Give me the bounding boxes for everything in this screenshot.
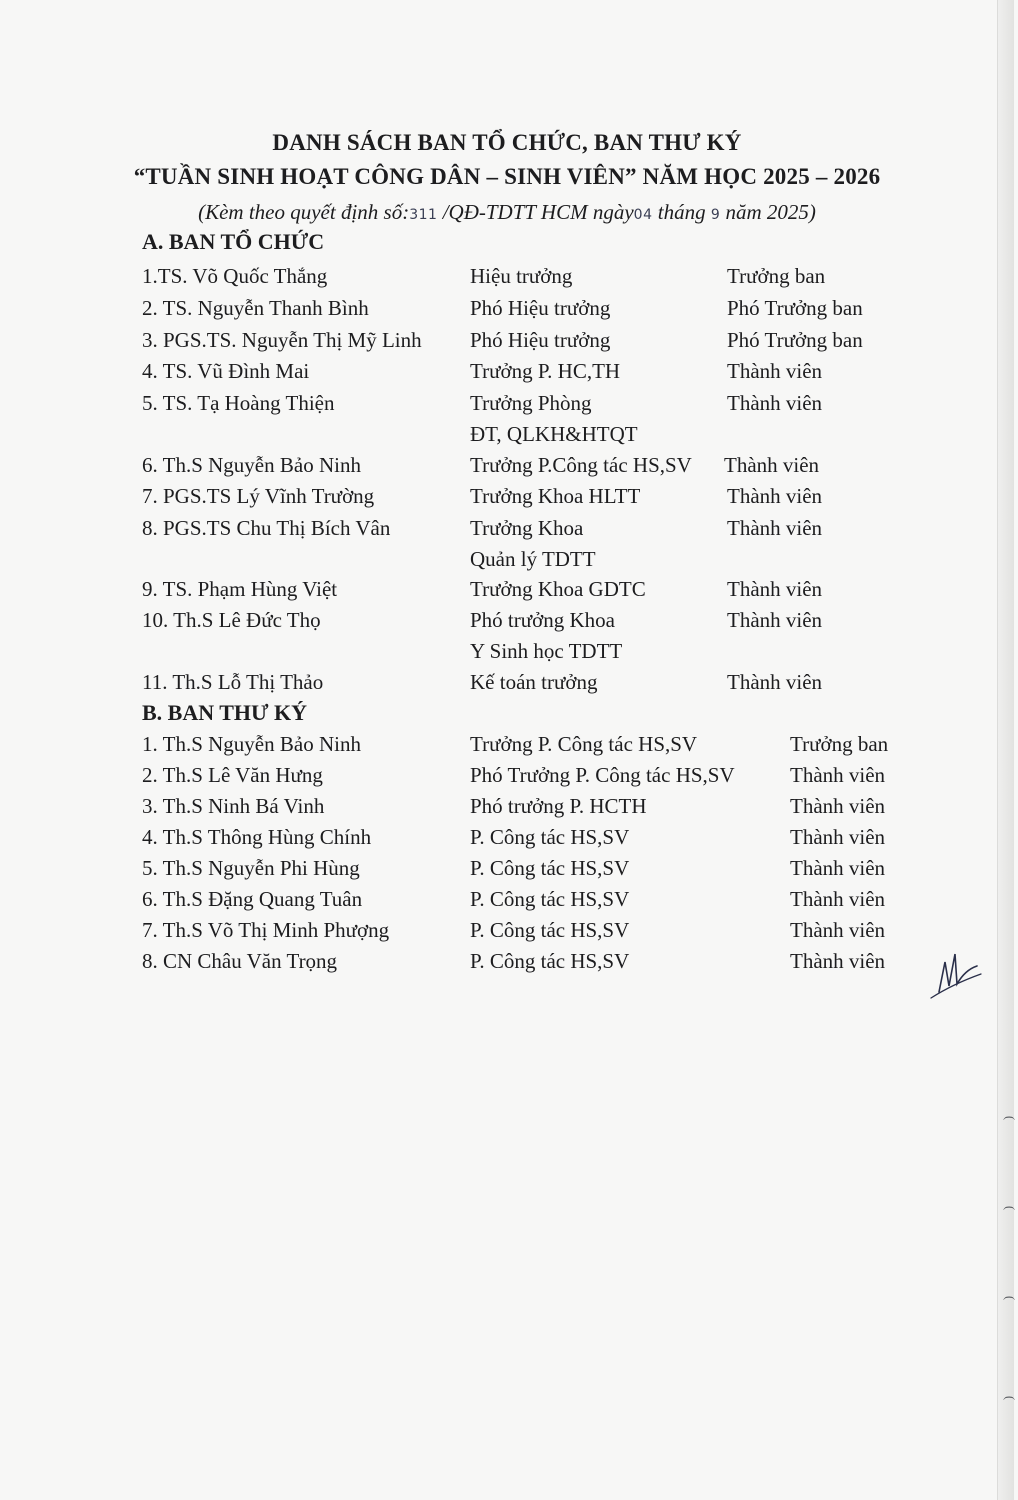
secretariat-row — [0, 887, 1014, 919]
committee-row — [0, 328, 1014, 360]
day-handwritten: 04 — [633, 207, 653, 223]
committee-row — [0, 484, 1014, 516]
member-name: 10. Th.S Lê Đức Thọ — [142, 608, 321, 632]
member-position: Phó trưởng P. HCTH — [470, 794, 647, 818]
member-role: Thành viên — [727, 484, 823, 508]
member-position: Kế toán trưởng — [470, 670, 598, 694]
secretariat-row — [0, 732, 1014, 764]
member-position: P. Công tác HS,SV — [470, 825, 630, 849]
committee-row — [0, 516, 1014, 548]
committee-row — [0, 391, 1014, 423]
member-position: Phó Trưởng P. Công tác HS,SV — [470, 763, 735, 787]
member-position: Trưởng Khoa HLTT — [470, 484, 641, 508]
committee-row — [0, 670, 1014, 702]
subtitle-text: năm 2025) — [720, 200, 816, 224]
member-name: 3. PGS.TS. Nguyễn Thị Mỹ Linh — [142, 328, 422, 352]
member-position-line-2: Quản lý TDTT — [470, 547, 596, 571]
member-name: 7. Th.S Võ Thị Minh Phượng — [142, 918, 390, 942]
member-role: Thành viên — [790, 887, 886, 911]
subtitle-text: tháng — [652, 200, 706, 224]
section-b-heading: B. BAN THƯ KÝ — [142, 700, 308, 725]
member-name: 7. PGS.TS Lý Vĩnh Trường — [142, 484, 375, 508]
member-role: Thành viên — [727, 359, 823, 383]
subtitle-text: (Kèm theo quyết định số: — [198, 200, 410, 224]
margin-mark: ( — [1002, 1295, 1018, 1301]
member-position: Trưởng P. Công tác HS,SV — [470, 732, 698, 756]
margin-mark: ( — [1002, 1395, 1018, 1401]
member-role: Thành viên — [790, 918, 886, 942]
member-role: Thành viên — [727, 391, 823, 415]
margin-mark: ( — [1002, 1115, 1018, 1121]
subtitle-text: /QĐ-TDTT HCM ngày — [437, 200, 634, 224]
member-position: Phó Hiệu trưởng — [470, 296, 611, 320]
committee-row-continuation — [0, 422, 1014, 454]
member-name: 9. TS. Phạm Hùng Việt — [142, 577, 338, 601]
member-position-line-2: ĐT, QLKH&HTQT — [470, 422, 638, 446]
signature-mark — [925, 940, 985, 1005]
member-name: 8. PGS.TS Chu Thị Bích Vân — [142, 516, 391, 540]
member-role: Trưởng ban — [790, 732, 889, 756]
member-role: Thành viên — [790, 825, 886, 849]
member-name: 4. Th.S Thông Hùng Chính — [142, 825, 372, 849]
member-role: Thành viên — [790, 949, 886, 973]
member-role: Phó Trưởng ban — [727, 328, 863, 352]
member-role: Thành viên — [790, 794, 886, 818]
document-title-line-1: DANH SÁCH BAN TỔ CHỨC, BAN THƯ KÝ — [272, 130, 742, 155]
member-position: Trưởng Phòng — [470, 391, 592, 415]
member-position: Trưởng P. HC,TH — [470, 359, 621, 383]
member-name: 6. Th.S Nguyễn Bảo Ninh — [142, 453, 361, 477]
member-position: P. Công tác HS,SV — [470, 887, 630, 911]
member-role: Thành viên — [790, 763, 886, 787]
member-role: Thành viên — [727, 608, 823, 632]
member-name: 11. Th.S Lỗ Thị Thảo — [142, 670, 324, 694]
decision-number-handwritten: 311 — [409, 207, 438, 223]
member-name: 3. Th.S Ninh Bá Vinh — [142, 794, 325, 818]
member-position: Trưởng P.Công tác HS,SV — [470, 453, 692, 477]
member-position: P. Công tác HS,SV — [470, 949, 630, 973]
member-name: 6. Th.S Đặng Quang Tuân — [142, 887, 363, 911]
secretariat-row — [0, 949, 1014, 981]
committee-row — [0, 608, 1014, 640]
secretariat-row — [0, 856, 1014, 888]
member-name: 5. TS. Tạ Hoàng Thiện — [142, 391, 335, 415]
member-role: Thành viên — [727, 577, 823, 601]
member-position: Phó Hiệu trưởng — [470, 328, 611, 352]
member-role: Thành viên — [727, 670, 823, 694]
member-role: Thành viên — [790, 856, 886, 880]
secretariat-row — [0, 763, 1014, 795]
member-name: 1.TS. Võ Quốc Thắng — [142, 264, 328, 288]
member-position: Trưởng Khoa — [470, 516, 584, 540]
member-position: P. Công tác HS,SV — [470, 918, 630, 942]
document-subtitle — [0, 200, 1014, 225]
section-a-heading: A. BAN TỔ CHỨC — [142, 229, 325, 254]
member-role: Trưởng ban — [727, 264, 826, 288]
committee-row — [0, 264, 1014, 296]
member-role: Thành viên — [724, 453, 820, 477]
member-position: P. Công tác HS,SV — [470, 856, 630, 880]
committee-row — [0, 577, 1014, 609]
secretariat-row — [0, 918, 1014, 950]
member-role: Phó Trưởng ban — [727, 296, 863, 320]
secretariat-row — [0, 825, 1014, 857]
member-name: 1. Th.S Nguyễn Bảo Ninh — [142, 732, 361, 756]
member-name: 5. Th.S Nguyễn Phi Hùng — [142, 856, 360, 880]
member-position-line-2: Y Sinh học TDTT — [470, 639, 623, 663]
member-name: 4. TS. Vũ Đình Mai — [142, 359, 310, 383]
committee-row-continuation — [0, 547, 1014, 579]
member-role: Thành viên — [727, 516, 823, 540]
member-name: 8. CN Châu Văn Trọng — [142, 949, 338, 973]
committee-row — [0, 453, 1014, 485]
secretariat-row — [0, 794, 1014, 826]
committee-row-continuation — [0, 639, 1014, 671]
member-position: Hiệu trưởng — [470, 264, 573, 288]
member-position: Phó trưởng Khoa — [470, 608, 615, 632]
margin-mark: ( — [1002, 1205, 1018, 1211]
document-title-line-2: “TUẦN SINH HOẠT CÔNG DÂN – SINH VIÊN” NĂM HỌC 2025 – 2026 — [133, 164, 881, 189]
member-name: 2. Th.S Lê Văn Hưng — [142, 763, 323, 787]
member-name: 2. TS. Nguyễn Thanh Bình — [142, 296, 369, 320]
committee-row — [0, 359, 1014, 391]
month-handwritten: 9 — [710, 207, 721, 223]
member-position: Trưởng Khoa GDTC — [470, 577, 646, 601]
committee-row — [0, 296, 1014, 328]
